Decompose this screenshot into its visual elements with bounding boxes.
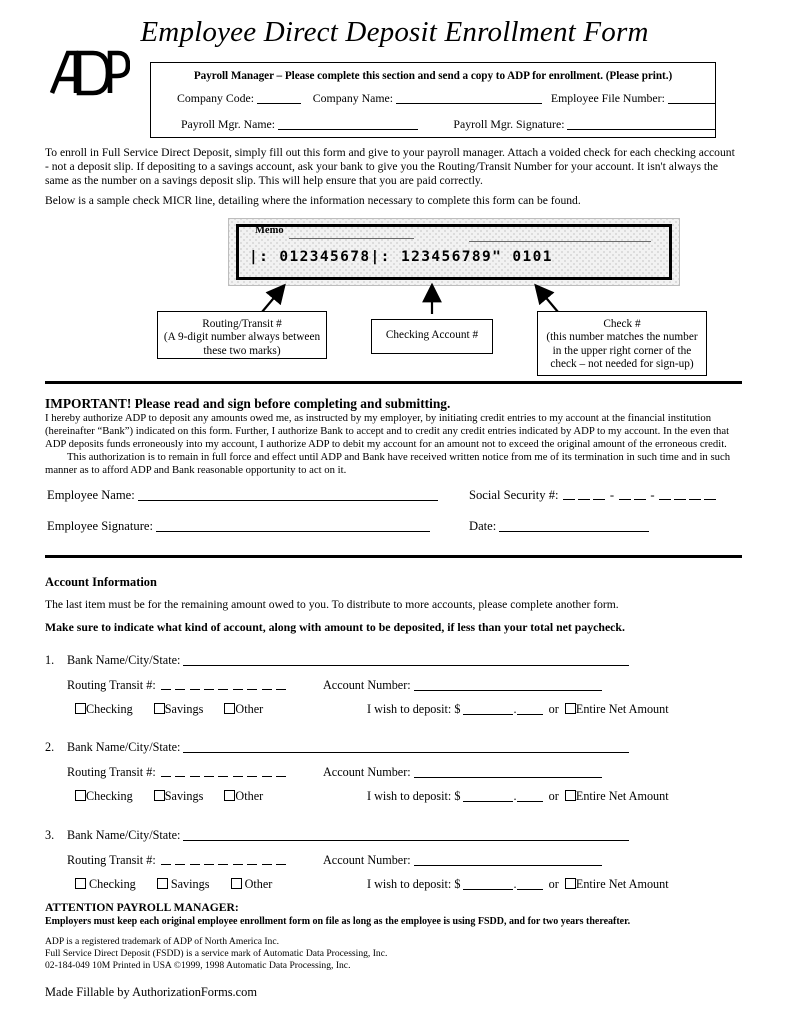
account-number-input[interactable] — [414, 766, 602, 778]
made-fillable-by-note: Made Fillable by AuthorizationForms.com — [45, 985, 257, 999]
employee-name-row — [47, 488, 438, 503]
checkbox-box[interactable] — [224, 703, 235, 714]
ssn-group-2[interactable] — [617, 488, 650, 502]
employee-name-label: Employee Name: — [47, 488, 135, 502]
checkbox-box[interactable] — [75, 703, 86, 714]
callout-line: in the upper right corner of the — [552, 344, 692, 357]
date-row — [469, 519, 649, 534]
adp-logo-icon — [46, 47, 130, 97]
ssn-dash-1: - — [609, 488, 615, 502]
payroll-manager-section — [150, 62, 716, 138]
divider-middle — [45, 555, 742, 558]
date-label: Date: — [469, 519, 497, 533]
entire-net-label: Entire Net Amount — [575, 702, 669, 716]
callout-line: these two marks) — [203, 344, 281, 357]
checkbox-savings[interactable] — [154, 789, 204, 804]
bank-name-label: Bank Name/City/State: — [67, 740, 181, 754]
callout-check-number — [537, 311, 707, 376]
deposit-label: I wish to deposit: $ — [367, 702, 461, 716]
savings-label: Savings — [164, 789, 204, 803]
routing-transit-input[interactable] — [159, 765, 288, 779]
account-information-note: The last item must be for the remaining amount owed to you. To distribute to more accounts, please complete another form. — [45, 598, 619, 611]
divider-top — [45, 381, 742, 384]
callout-checking-account — [371, 319, 493, 354]
checkbox-entire-net-amount[interactable] — [565, 877, 669, 891]
account-number-input[interactable] — [414, 854, 602, 866]
bank-name-input[interactable] — [183, 741, 629, 753]
deposit-dollars-input[interactable] — [463, 878, 513, 890]
check-memo-line — [289, 238, 414, 239]
deposit-dollars-input[interactable] — [463, 703, 513, 715]
account-information-heading: Account Information — [45, 575, 157, 589]
account-number-row — [323, 678, 602, 693]
authorization-paragraph-1: I hereby authorize ADP to deposit any amounts owed me, as instructed by my employer, by initiating credit entries to my account at the financial institution (hereinafter “Bank”) indicated on this form. Further, I authorize Bank to accept and to credit any credit entries indicated by ADP to my account. In the even that ADP deposits funds erroneously into my account, I authorize ADP to debit my account for an amount not to exceed the original amount of the erroneous credit. — [45, 412, 730, 451]
employee-file-number-label: Employee File Number: — [550, 91, 665, 105]
bank-name-label: Bank Name/City/State: — [67, 653, 181, 667]
check-memo-label: Memo — [255, 225, 284, 236]
payroll-manager-row-2 — [151, 117, 715, 132]
routing-transit-label: Routing Transit #: — [67, 678, 156, 692]
checkbox-other[interactable] — [224, 702, 263, 717]
deposit-amount-row — [367, 789, 669, 804]
callout-line: (this number matches the number — [546, 331, 698, 344]
decimal-point: . — [513, 877, 517, 891]
bank-entry-number: 3. — [45, 828, 55, 842]
entire-net-label: Entire Net Amount — [575, 877, 669, 891]
account-type-row — [75, 789, 281, 804]
employee-signature-row — [47, 519, 430, 534]
employee-signature-input[interactable] — [156, 520, 430, 532]
deposit-dollars-input[interactable] — [463, 790, 513, 802]
bank-name-label: Bank Name/City/State: — [67, 828, 181, 842]
checkbox-box[interactable] — [75, 790, 86, 801]
payroll-mgr-signature-input[interactable] — [567, 119, 715, 130]
routing-transit-row — [67, 853, 288, 868]
print-code-note: 02-184-049 10M Printed in USA ©1999, 1998 Automatic Data Processing, Inc. — [45, 960, 351, 971]
savings-label: Savings — [164, 702, 204, 716]
intro-paragraph: To enroll in Full Service Direct Deposit, simply fill out this form and give to your payroll manager. Attach a voided check for each checking account - not a deposit slip. If depositing to a savings account, ask your bank to give you the Routing/Transit Number for your account. It isn't always the same as the number on a savings deposit slip. This will help ensure that you are paid correctly. — [45, 146, 735, 188]
ssn-group-3[interactable] — [658, 488, 718, 502]
entire-net-label: Entire Net Amount — [575, 789, 669, 803]
account-number-label: Account Number: — [323, 678, 411, 692]
bank-account-block — [45, 653, 745, 721]
deposit-cents-input[interactable] — [517, 878, 543, 890]
checkbox-box[interactable] — [75, 878, 86, 889]
routing-transit-input[interactable] — [159, 678, 288, 692]
checkbox-box[interactable] — [565, 703, 576, 714]
savings-label: Savings — [170, 877, 210, 891]
bank-name-row — [67, 740, 629, 755]
bank-entry-number: 1. — [45, 653, 55, 667]
decimal-point: . — [513, 702, 517, 716]
account-number-input[interactable] — [414, 679, 602, 691]
checkbox-box[interactable] — [224, 790, 235, 801]
account-number-label: Account Number: — [323, 853, 411, 867]
bank-entry-number: 2. — [45, 740, 55, 754]
checkbox-box[interactable] — [231, 878, 242, 889]
bank-name-input[interactable] — [183, 829, 629, 841]
callout-line: check – not needed for sign-up) — [550, 358, 694, 371]
or-label: or — [548, 877, 559, 891]
deposit-cents-input[interactable] — [517, 703, 543, 715]
or-label: or — [548, 789, 559, 803]
payroll-mgr-name-input[interactable] — [278, 119, 418, 130]
employee-name-input[interactable] — [138, 489, 438, 501]
account-number-row — [323, 853, 602, 868]
social-security-label: Social Security #: — [469, 488, 559, 502]
account-type-row — [75, 877, 290, 892]
callout-line: Routing/Transit # — [202, 318, 282, 330]
checkbox-box[interactable] — [154, 790, 165, 801]
micr-note-paragraph: Below is a sample check MICR line, detailing where the information necessary to complete this form can be found. — [45, 194, 581, 207]
important-heading: IMPORTANT! Please read and sign before completing and submitting. — [45, 396, 451, 411]
company-code-input[interactable] — [257, 93, 301, 104]
routing-transit-label: Routing Transit #: — [67, 765, 156, 779]
checking-label: Checking — [89, 877, 136, 891]
check-micr-line: |: 012345678|: 123456789" 0101 — [249, 249, 553, 265]
checkbox-box[interactable] — [565, 878, 576, 889]
checkbox-box[interactable] — [565, 790, 576, 801]
employee-signature-label: Employee Signature: — [47, 519, 153, 533]
bank-account-block — [45, 740, 745, 808]
routing-transit-label: Routing Transit #: — [67, 853, 156, 867]
attention-payroll-manager-note: Employers must keep each original employee enrollment form on file as long as the employee is using FSDD, and for two years thereafter. — [45, 916, 631, 927]
checkbox-entire-net-amount[interactable] — [565, 789, 669, 803]
trademark-note-1: ADP is a registered trademark of ADP of North America Inc. — [45, 936, 280, 947]
payroll-mgr-name-label: Payroll Mgr. Name: — [181, 117, 276, 131]
or-label: or — [548, 702, 559, 716]
checkbox-box[interactable] — [157, 878, 168, 889]
checkbox-checking[interactable] — [75, 877, 136, 892]
deposit-amount-row — [367, 702, 669, 717]
checkbox-other[interactable] — [224, 789, 263, 804]
company-name-input[interactable] — [396, 93, 542, 104]
deposit-amount-row — [367, 877, 669, 892]
social-security-row — [469, 488, 718, 503]
bank-account-block — [45, 828, 745, 896]
payroll-manager-heading: Payroll Manager – Please complete this section and send a copy to ADP for enrollment. (Please print.) — [193, 70, 673, 82]
account-type-row — [75, 702, 281, 717]
attention-payroll-manager-heading: ATTENTION PAYROLL MANAGER: — [45, 901, 239, 914]
employee-file-number-input[interactable] — [668, 93, 716, 104]
callout-line: (A 9-digit number always between — [163, 331, 321, 344]
account-number-label: Account Number: — [323, 765, 411, 779]
account-number-row — [323, 765, 602, 780]
date-input[interactable] — [499, 520, 649, 532]
bank-name-row — [67, 653, 629, 668]
checkbox-box[interactable] — [154, 703, 165, 714]
company-name-label: Company Name: — [312, 91, 394, 105]
callout-routing-transit — [157, 311, 327, 359]
decimal-point: . — [513, 789, 517, 803]
other-label: Other — [244, 877, 273, 891]
payroll-mgr-signature-label: Payroll Mgr. Signature: — [453, 117, 565, 131]
callout-line: Checking Account # — [385, 329, 479, 341]
checking-label: Checking — [86, 702, 133, 716]
ssn-group-1[interactable] — [562, 488, 610, 502]
deposit-label: I wish to deposit: $ — [367, 789, 461, 803]
checkbox-savings[interactable] — [154, 702, 204, 717]
authorization-paragraph-2: This authorization is to remain in full force and effect until ADP and Bank have received written notice from me of its termination in such time and in such manner as to afford ADP and Bank reasonable opportunity to act on it. — [45, 451, 731, 477]
deposit-cents-input[interactable] — [517, 790, 543, 802]
checkbox-checking[interactable] — [75, 702, 133, 717]
ssn-dash-2: - — [650, 488, 655, 502]
routing-transit-input[interactable] — [159, 853, 288, 867]
routing-transit-row — [67, 678, 288, 693]
page-title: Employee Direct Deposit Enrollment Form — [140, 16, 649, 48]
callout-line: Check # — [603, 318, 641, 330]
checkbox-entire-net-amount[interactable] — [565, 702, 669, 716]
deposit-label: I wish to deposit: $ — [367, 877, 461, 891]
routing-transit-row — [67, 765, 288, 780]
checkbox-checking[interactable] — [75, 789, 133, 804]
checking-label: Checking — [86, 789, 133, 803]
other-label: Other — [235, 702, 264, 716]
checkbox-savings[interactable] — [157, 877, 210, 892]
checkbox-other[interactable] — [231, 877, 273, 892]
trademark-note-2: Full Service Direct Deposit (FSDD) is a service mark of Automatic Data Processing, Inc. — [45, 948, 388, 959]
account-information-bold-note: Make sure to indicate what kind of account, along with amount to be deposited, if less than your total net paycheck. — [45, 620, 625, 634]
payroll-manager-row-1 — [151, 91, 715, 106]
bank-name-input[interactable] — [183, 654, 629, 666]
check-signature-line — [469, 241, 651, 242]
other-label: Other — [235, 789, 264, 803]
bank-name-row — [67, 828, 629, 843]
company-code-label: Company Code: — [177, 91, 255, 105]
